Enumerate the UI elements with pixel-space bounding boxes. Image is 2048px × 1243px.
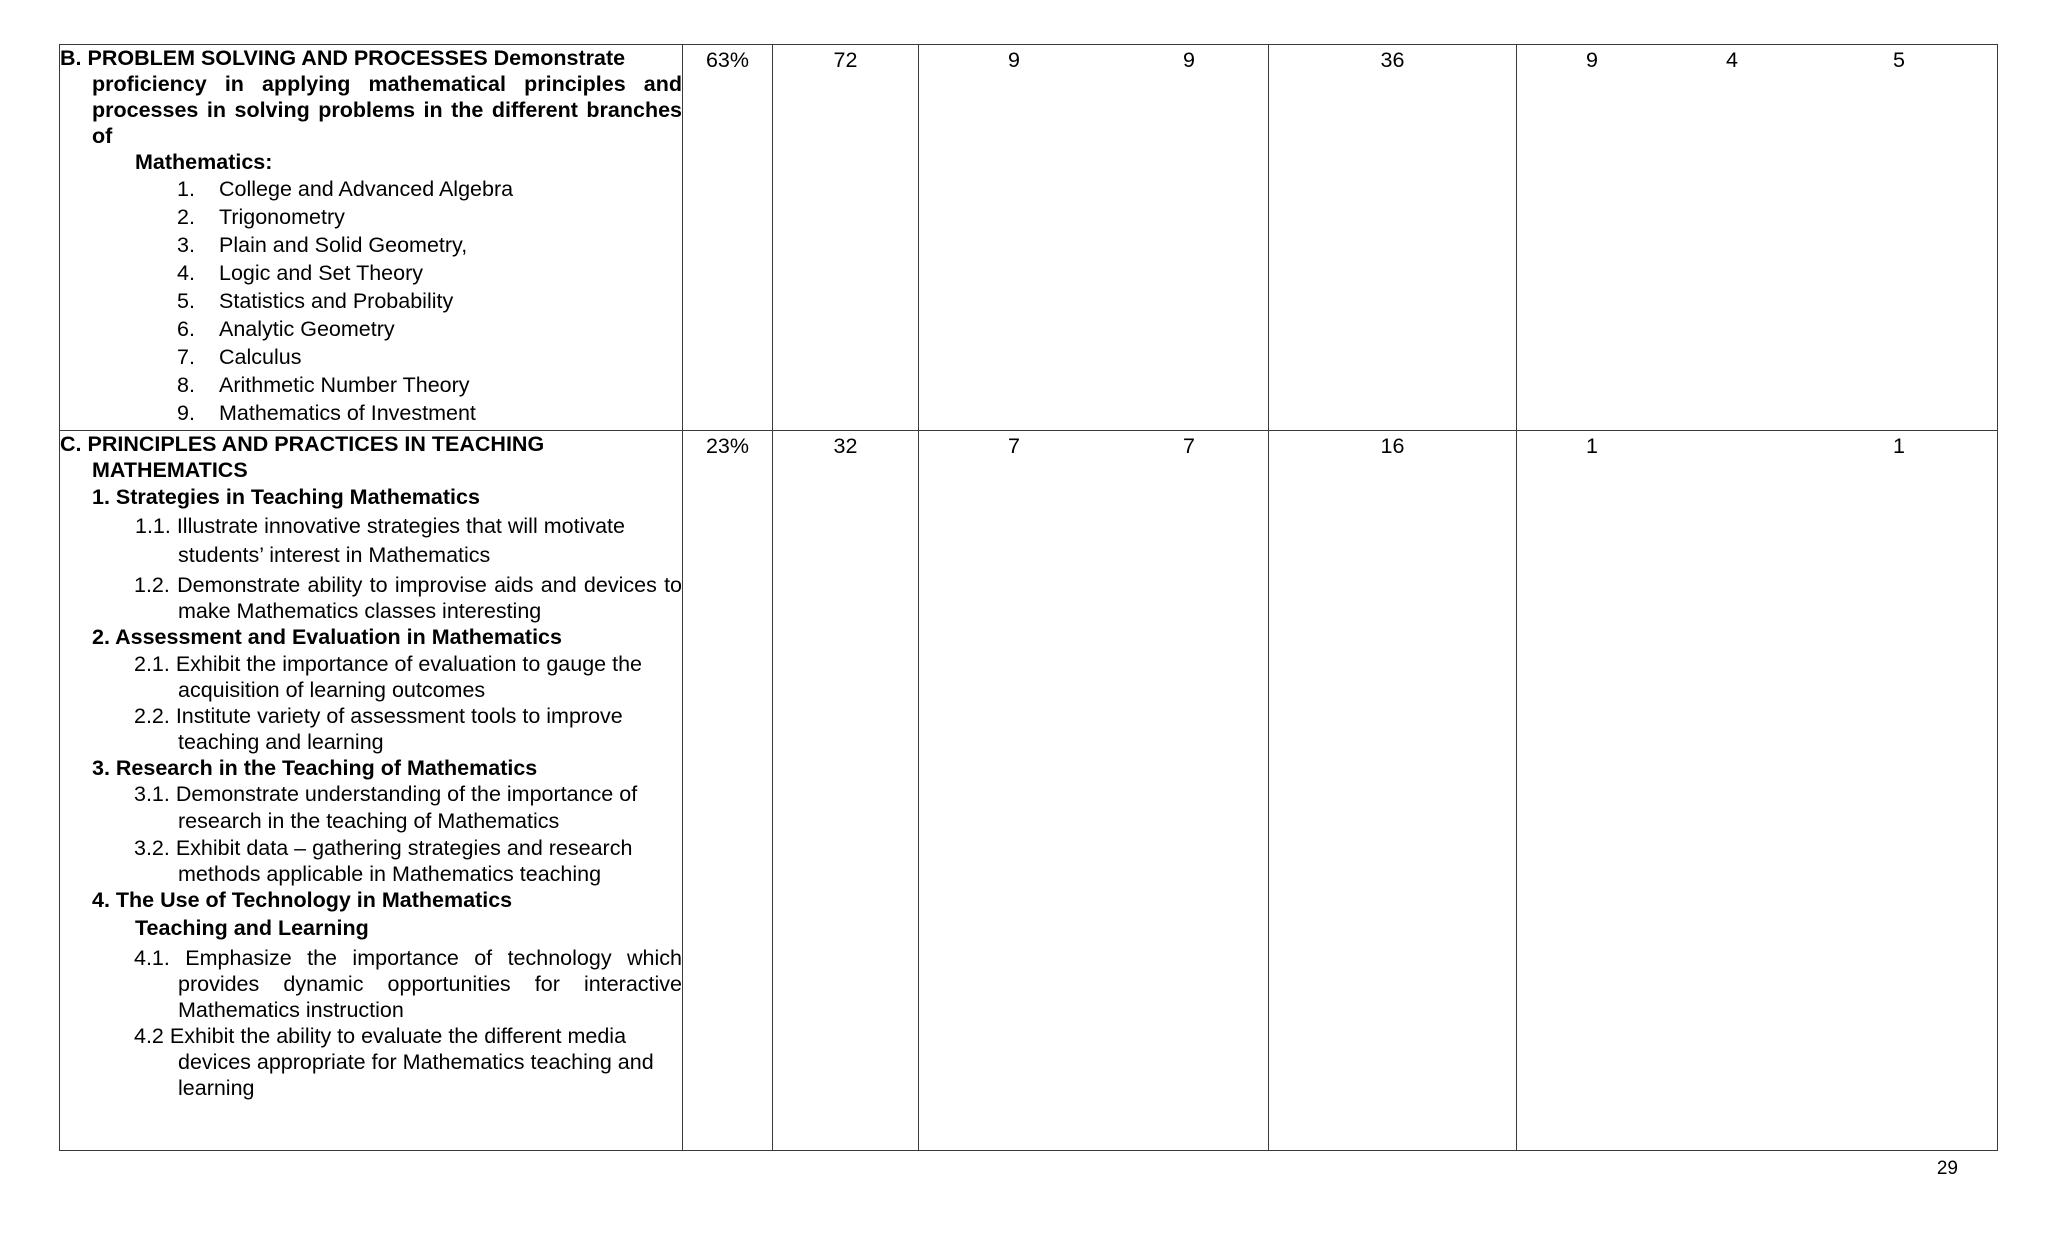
list-item-label: Calculus <box>219 345 302 369</box>
list-item-label: Statistics and Probability <box>219 289 454 313</box>
list-item-number: 9. <box>177 401 195 425</box>
subheading: Teaching and Learning <box>135 916 369 940</box>
value-cell: 16 <box>1269 431 1517 1151</box>
list-item-number: 3. <box>177 233 195 257</box>
competency-item: 2.2. Institute variety of assessment tools to improve teaching and learning <box>134 704 623 754</box>
value-cell: 1 <box>1586 434 1598 458</box>
list-item <box>177 287 682 315</box>
subheading: 3. Research in the Teaching of Mathematics <box>92 756 538 780</box>
table-row <box>60 45 1998 431</box>
competency-item: 2.1. Exhibit the importance of evaluation to gauge the acquisition of learning outcomes <box>134 652 642 702</box>
list-item <box>177 203 682 231</box>
value-cell: 5 <box>1893 48 1905 72</box>
competency-item: 1.2. Demonstrate ability to improvise aids and devices to make Mathematics classes interesting <box>134 573 682 623</box>
items-cell: 32 <box>773 431 919 1151</box>
items-cell: 72 <box>773 45 919 431</box>
value-cell: 9 <box>1183 48 1195 72</box>
page-number: 29 <box>1936 1158 1958 1179</box>
list-item-number: 5. <box>177 289 195 313</box>
list-item-number: 8. <box>177 373 195 397</box>
list-item-label: Logic and Set Theory <box>219 261 423 285</box>
value-cell: 4 <box>1726 48 1738 72</box>
list-item-number: 7. <box>177 345 195 369</box>
list-item-label: Arithmetic Number Theory <box>219 373 470 397</box>
value-cell: 1 <box>1893 434 1905 458</box>
list-item <box>177 343 682 371</box>
branch-list <box>60 175 682 427</box>
list-item <box>177 231 682 259</box>
subheading: 1. Strategies in Teaching Mathematics <box>92 485 480 509</box>
value-cell: 36 <box>1269 45 1517 431</box>
subheading: 4. The Use of Technology in Mathematics <box>92 888 513 912</box>
list-item <box>177 259 682 287</box>
list-item-label: Analytic Geometry <box>219 317 395 341</box>
value-cell: 7 <box>1183 434 1195 458</box>
competency-cell <box>60 431 683 1151</box>
list-item-label: College and Advanced Algebra <box>219 177 514 201</box>
level-pair-cell <box>919 45 1269 431</box>
competency-heading: B. PROBLEM SOLVING AND PROCESSES Demonstrate proficiency in applying mathematical principles and processes in solving problems in the different branches of Mathematics: <box>60 46 682 174</box>
list-item <box>177 399 682 427</box>
value-cell: 9 <box>1586 48 1598 72</box>
level-triple-cell <box>1517 45 1998 431</box>
list-item-number: 1. <box>177 177 195 201</box>
weight-cell: 23% <box>683 431 773 1151</box>
level-triple-cell <box>1517 431 1998 1151</box>
list-item-number: 2. <box>177 205 195 229</box>
level-pair-cell <box>919 431 1269 1151</box>
competency-item: 3.1. Demonstrate understanding of the importance of research in the teaching of Mathematics <box>134 782 638 833</box>
specification-table <box>59 44 1998 1151</box>
competency-item: 4.2 Exhibit the ability to evaluate the different media devices appropriate for Mathematics teaching and learning <box>134 1024 654 1100</box>
competency-item: 1.1. Illustrate innovative strategies that will motivate <box>135 514 625 538</box>
competency-item: 3.2. Exhibit data – gathering strategies and research methods applicable in Mathematics teaching <box>134 836 633 886</box>
value-cell: 9 <box>1008 48 1020 72</box>
list-item-number: 6. <box>177 317 195 341</box>
list-item <box>177 175 682 203</box>
competency-cell <box>60 45 683 431</box>
weight-cell: 63% <box>683 45 773 431</box>
list-item-label: Trigonometry <box>219 205 345 229</box>
value-cell: 7 <box>1008 434 1020 458</box>
competency-item: 4.1. Emphasize the importance of technology which provides dynamic opportunities for interactive Mathematics instruction <box>134 946 682 1022</box>
list-item-number: 4. <box>177 261 195 285</box>
subheading: 2. Assessment and Evaluation in Mathematics <box>92 625 562 649</box>
table-row <box>60 431 1998 1151</box>
list-item <box>177 315 682 343</box>
list-item-label: Mathematics of Investment <box>219 401 476 425</box>
competency-item: students’ interest in Mathematics <box>178 543 491 567</box>
list-item <box>177 371 682 399</box>
competency-heading: C. PRINCIPLES AND PRACTICES IN TEACHING MATHEMATICS <box>60 432 545 482</box>
list-item-label: Plain and Solid Geometry, <box>219 233 468 257</box>
